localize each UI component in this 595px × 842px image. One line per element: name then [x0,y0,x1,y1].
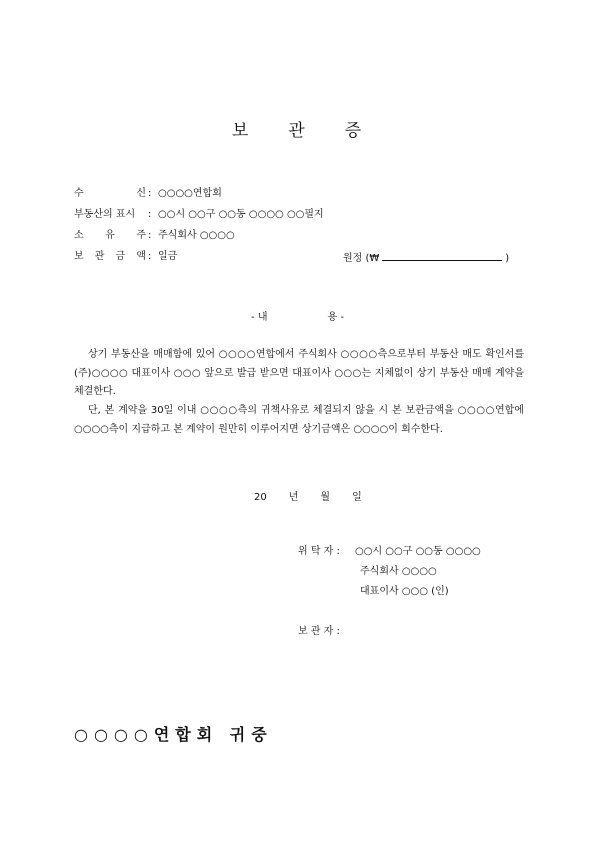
recipient-label: 수 신 [74,188,146,199]
recipient-field: 수 신 : ○○○○연합회 [74,188,222,199]
consignor-label: 위 탁 자 : [298,546,340,557]
section-heading: - 내 용 - [251,312,344,323]
property-field: 부동산의 표시 : ○○시 ○○구 ○○동 ○○○○ ○○필지 [74,209,324,220]
title-char: 보 [231,121,251,141]
consignor-representative: 대표이사 ○○○ (인) [360,586,449,597]
date-line: 20 년 월 일 [254,492,362,503]
won-suffix: ) [505,253,510,264]
owner-value: 주식회사 ○○○○ [158,230,235,241]
title-char: 증 [344,121,364,141]
consignor-address: ○○시 ○○구 ○○동 ○○○○ [355,546,481,557]
body-paragraph-1: 상기 부동산을 매매함에 있어 ○○○○연합에서 주식회사 ○○○○측으로부터 부동산 매도 확인서를 (주)○○○○ 대표이사 ○○○ 앞으로 발급 받으면 대표이사 ○○○는 지체없이 상기 부동산 매매 계약을 체결한다. [74,349,524,397]
owner-field: 소 유 주 : 주식회사 ○○○○ [74,230,235,241]
amount-won [343,250,509,266]
amount-blank-line [382,250,502,261]
property-label: 부동산의 표시 [74,209,136,220]
property-value: ○○시 ○○구 ○○동 ○○○○ ○○필지 [158,209,324,220]
body-paragraph-2: 단, 본 계약을 30일 이내 ○○○○측의 귀책사유로 체결되지 않을 시 본 보관금액을 ○○○○연합에 ○○○○측이 지급하고 본 계약이 원만히 이루어지면 상기금액은 ○○○○이 회수한다. [74,405,524,435]
recipient-value: ○○○○연합회 [158,188,222,199]
owner-label: 소 유 주 [74,230,146,241]
title-char: 관 [288,121,307,141]
custodian-label: 보 관 자 : [298,626,340,637]
amount-label: 보 관 금 액 [74,251,146,262]
amount-value: 일금 [158,251,178,262]
addressee: ○○○○연합회 귀중 [74,725,273,744]
amount-field: 보 관 금 액 : 일금 [74,251,178,262]
consignor-company: 주식회사 ○○○○ [360,566,437,577]
document-title [0,116,595,141]
won-prefix: 원정 (₩ [343,253,380,264]
